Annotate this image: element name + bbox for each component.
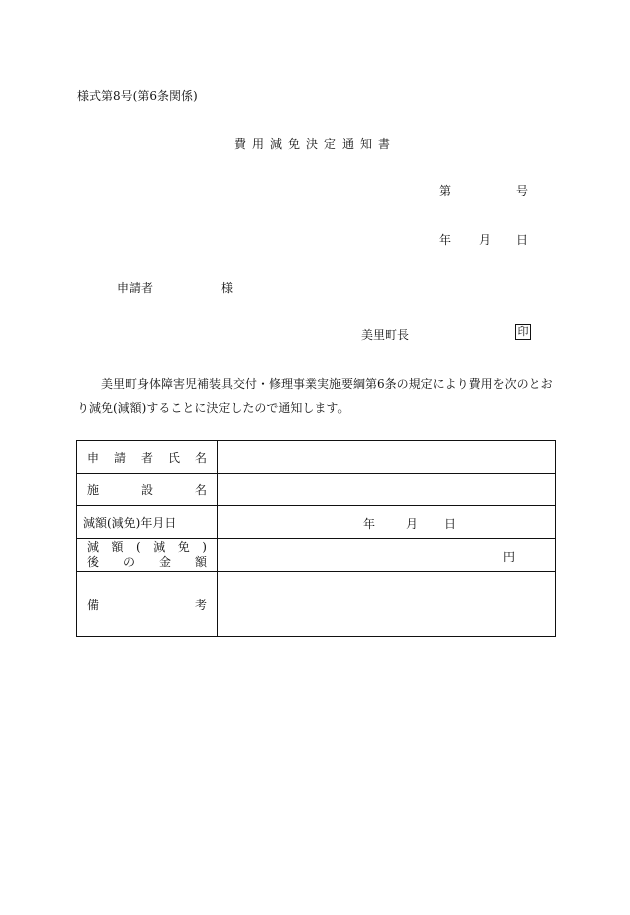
info-table [76,440,556,637]
issuer-title: 美里町長 [361,328,410,342]
issue-date-month: 月 [479,233,492,247]
table-row-reduction-date [77,506,556,539]
table-row-applicant-name [77,441,556,474]
applicant-name-label [77,441,218,474]
label-char: 免 [177,540,190,554]
form-number: 様式第8号(第6条関係) [77,89,198,103]
label-char: の [122,555,135,569]
notice-body [77,372,559,420]
notice-body-text: 美里町身体障害児補装具交付・修理事業実施要綱第6条の規定により費用を次のとおり減免(減額)することに決定したので通知します。 [77,377,553,415]
facility-name-label [77,474,218,506]
label-char: 金 [158,555,171,569]
applicant-name-value[interactable] [218,441,556,474]
issue-number-prefix: 第 [439,184,452,198]
recipient-label: 申請者 [117,281,154,295]
seal-mark: 印 [515,324,531,340]
reduction-date-year: 年 [363,517,376,531]
label-char: 減 [87,540,100,554]
label-char: 施 [87,483,100,497]
reduction-date-label: 減額(減免)年月日 [77,506,218,539]
table-row-facility-name [77,474,556,506]
remarks-value[interactable] [218,572,556,637]
facility-name-value[interactable] [218,474,556,506]
label-char: 申 [87,450,100,465]
table-row-reduced-amount [77,539,556,572]
recipient-honorific: 様 [221,281,234,295]
label-char: 備 [87,597,100,612]
label-char: 請 [113,450,126,465]
reduced-amount-value[interactable] [218,539,556,572]
issue-date-year: 年 [439,233,452,247]
issue-date-day: 日 [516,233,529,247]
label-char: 額 [194,555,207,569]
label-char: 名 [194,483,207,497]
label-char: 名 [194,450,207,465]
label-char: 氏 [167,450,180,465]
label-char: 額 [111,540,124,554]
reduction-date-value[interactable] [218,506,556,539]
label-char: ( [136,540,141,554]
reduction-date-day: 日 [444,517,457,531]
remarks-label [77,572,218,637]
reduced-amount-label [77,539,218,572]
issue-number-suffix: 号 [516,184,529,198]
document-title: 費用減免決定通知書 [233,137,396,151]
table-row-remarks [77,572,556,637]
label-char: 者 [140,450,153,465]
label-char: 後 [87,555,100,569]
yen-unit: 円 [503,550,516,564]
reduction-date-month: 月 [406,517,419,531]
label-char: 考 [194,597,207,612]
label-char: ) [202,540,207,554]
label-char: 減 [153,540,166,554]
label-char: 設 [140,483,153,497]
